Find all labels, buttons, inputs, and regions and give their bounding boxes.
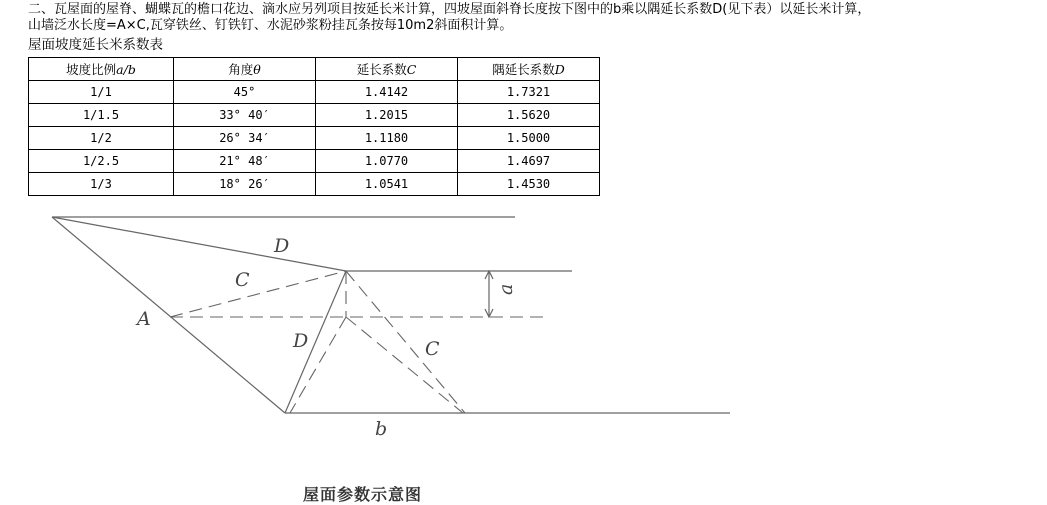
cell-slope: 1/1 (29, 81, 174, 104)
cell-d: 1.4530 (458, 173, 600, 196)
cell-c: 1.0770 (316, 150, 458, 173)
ridge-d-line (52, 217, 346, 271)
cell-c: 1.0541 (316, 173, 458, 196)
cell-c: 1.1180 (316, 127, 458, 150)
cell-angle: 21° 48′ (174, 150, 316, 173)
cell-angle: 45° (174, 81, 316, 104)
paragraph-line-1: 二、瓦屋面的屋脊、蝴蝶瓦的檐口花边、滴水应另列项目按延长米计算，四坡屋面斜脊长度按下图中的b乘以隅延长系数D(见下表）以延长米计算， (28, 2, 871, 17)
cell-angle: 33° 40′ (174, 104, 316, 127)
cell-d: 1.4697 (458, 150, 600, 173)
cell-slope: 1/2 (29, 127, 174, 150)
cell-slope: 1/1.5 (29, 104, 174, 127)
header-angle: 角度θ (174, 58, 316, 81)
diagram-caption: 屋面参数示意图 (303, 485, 423, 504)
label-d-top: D (274, 235, 290, 257)
cell-c: 1.2015 (316, 104, 458, 127)
label-c-left: C (235, 269, 250, 291)
outer-slope-edge (52, 217, 285, 413)
cell-d: 1.5620 (458, 104, 600, 127)
header-extension-coefficient: 延长系数C (316, 58, 458, 81)
label-a-point: A (137, 308, 151, 330)
dashed-hip-right (346, 271, 465, 413)
cell-c: 1.4142 (316, 81, 458, 104)
paragraph-line-2: 山墙泛水长度=A×C,瓦穿铁丝、钉铁钉、水泥砂浆粉挂瓦条按每10m2斜面积计算。 (28, 18, 513, 33)
cell-angle: 18° 26′ (174, 173, 316, 196)
header-slope-ratio: 坡度比例a/b (29, 58, 174, 81)
cell-slope: 1/3 (29, 173, 174, 196)
cell-d: 1.5000 (458, 127, 600, 150)
label-b: b (375, 418, 388, 440)
dashed-c-right (346, 317, 463, 413)
header-corner-coefficient: 隅延长系数D (458, 58, 600, 81)
label-c-right: C (425, 338, 440, 360)
dashed-c-left (170, 271, 346, 317)
cell-angle: 26° 34′ (174, 127, 316, 150)
cell-slope: 1/2.5 (29, 150, 174, 173)
cell-d: 1.7321 (458, 81, 600, 104)
label-a-height: a (495, 283, 517, 295)
table-title: 屋面坡度延长米系数表 (28, 37, 163, 53)
label-d-mid: D (293, 330, 309, 352)
